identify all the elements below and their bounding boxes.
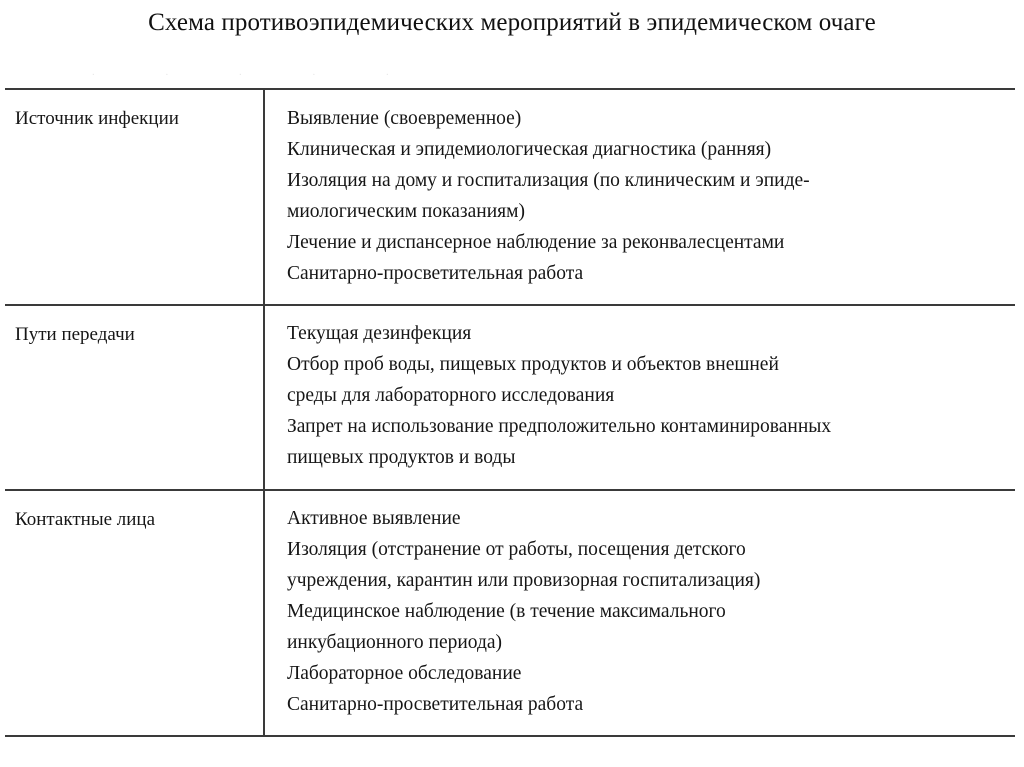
list-item: среды для лабораторного исследования: [287, 385, 615, 406]
table-cell-category: [5, 490, 264, 736]
list-item: Лечение и диспансерное наблюдение за реконвалесцентами: [287, 232, 785, 253]
measure-list-source-of-infection: [265, 90, 1015, 304]
list-item: Изоляция на дому и госпитализация (по клиническим и эпиде-: [287, 170, 810, 191]
list-item: Клиническая и эпидемиологическая диагностика (ранняя): [287, 139, 772, 160]
list-item: Запрет на использование предположительно контаминированных: [287, 416, 832, 437]
table-body: [5, 89, 1015, 736]
antiepidemic-measures-table: [5, 88, 1015, 737]
category-label-source-of-infection: Источник инфекции: [15, 108, 179, 129]
measure-list-transmission-routes: [265, 306, 1015, 489]
table-cell-measures: [264, 490, 1015, 736]
table-cell-category: [5, 305, 264, 490]
list-item: Лабораторное обследование: [287, 663, 522, 684]
list-item: Текущая дезинфекция: [287, 323, 472, 344]
table-cell-measures: [264, 305, 1015, 490]
table-row: [5, 89, 1015, 305]
table-cell-measures: [264, 89, 1015, 305]
list-item: Отбор проб воды, пищевых продуктов и объектов внешней: [287, 354, 779, 375]
list-item: Изоляция (отстранение от работы, посещения детского: [287, 539, 746, 560]
measure-list-contact-persons: [265, 491, 1015, 735]
list-item: миологическим показаниям): [287, 201, 525, 222]
page-title: Схема противоэпидемических мероприятий в эпидемическом очаге: [148, 9, 876, 36]
list-item: учреждения, карантин или провизорная госпитализация): [287, 570, 761, 591]
category-label-transmission-routes: Пути передачи: [15, 324, 135, 345]
list-item: Санитарно-просветительная работа: [287, 263, 584, 284]
table-row: [5, 305, 1015, 490]
list-item: Выявление (своевременное): [287, 108, 522, 129]
list-item: Санитарно-просветительная работа: [287, 694, 584, 715]
list-item: пищевых продуктов и воды: [287, 447, 516, 468]
category-label-contact-persons: Контактные лица: [15, 509, 156, 530]
scan-artifact-text: . . . . .: [92, 66, 423, 78]
list-item: Медицинское наблюдение (в течение максимального: [287, 601, 726, 622]
table-cell-category: [5, 89, 264, 305]
list-item: инкубационного периода): [287, 632, 503, 653]
list-item: Активное выявление: [287, 508, 461, 529]
table-row: [5, 490, 1015, 736]
